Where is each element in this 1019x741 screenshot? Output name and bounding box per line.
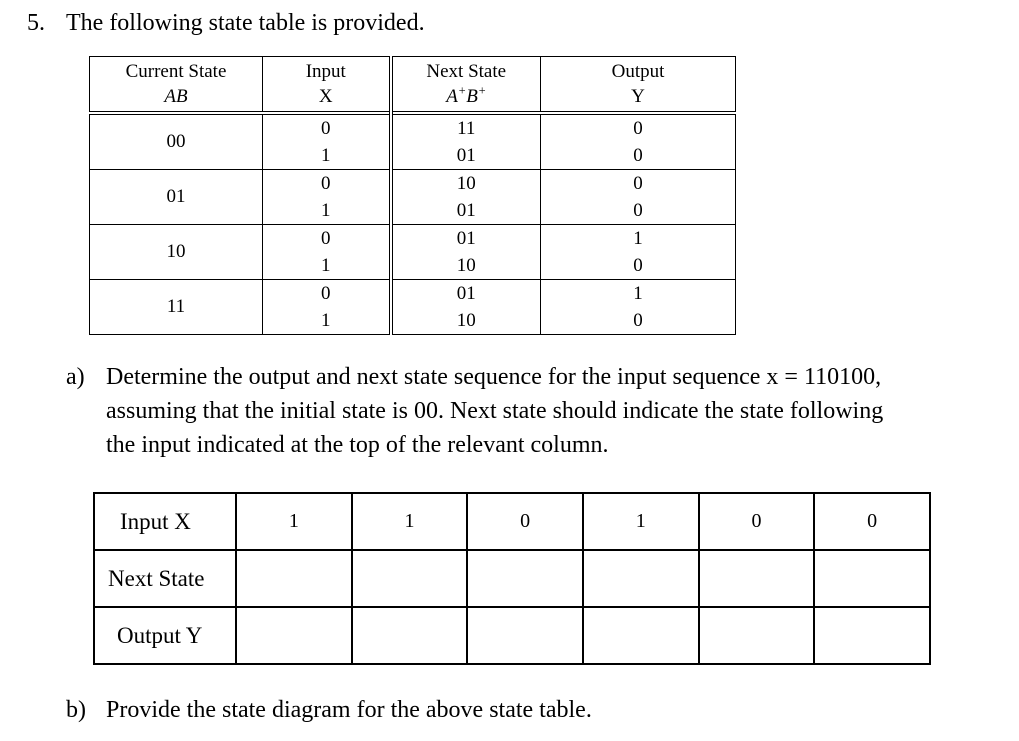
table-row: [90, 280, 736, 308]
output-answer-cell[interactable]: [699, 607, 815, 664]
next-state-answer-cell[interactable]: [352, 550, 468, 607]
output-cell: 0: [541, 113, 736, 142]
header-input-var: X: [318, 86, 333, 107]
question-number: 5.: [27, 10, 45, 36]
input-value-cell: 0: [814, 493, 930, 550]
next-state-cell: 11: [391, 113, 541, 142]
input-value-cell: 0: [699, 493, 815, 550]
input-cell: 1: [263, 252, 391, 280]
table-row: [90, 225, 736, 253]
output-answer-cell[interactable]: [467, 607, 583, 664]
output-cell: 1: [541, 225, 736, 253]
output-cell: 0: [541, 142, 736, 170]
sequence-next-state-row: [94, 550, 930, 607]
next-var-b: B: [466, 86, 478, 107]
next-state-cell: 01: [391, 197, 541, 225]
next-state-cell: 01: [391, 142, 541, 170]
next-state-answer-cell[interactable]: [467, 550, 583, 607]
input-value-cell: 1: [352, 493, 468, 550]
output-cell: 0: [541, 197, 736, 225]
output-cell: 1: [541, 280, 736, 308]
part-b-label: b): [66, 697, 86, 723]
sequence-output-row: [94, 607, 930, 664]
next-state-cell: 01: [391, 280, 541, 308]
part-a-line: assuming that the initial state is 00. Next state should indicate the state following: [106, 398, 884, 424]
output-answer-cell[interactable]: [236, 607, 352, 664]
table-row: [90, 113, 736, 142]
input-value-cell: 1: [236, 493, 352, 550]
input-cell: 0: [263, 113, 391, 142]
input-cell: 0: [263, 280, 391, 308]
part-b-text: Provide the state diagram for the above state table.: [106, 697, 592, 723]
output-answer-cell[interactable]: [583, 607, 699, 664]
next-state-answer-cell[interactable]: [583, 550, 699, 607]
header-input: [263, 57, 391, 114]
sequence-table: [93, 492, 931, 665]
input-cell: 0: [263, 170, 391, 198]
input-cell: 0: [263, 225, 391, 253]
next-state-cell: 10: [391, 170, 541, 198]
row-label-input-x: Input X: [94, 493, 236, 550]
sequence-input-row: [94, 493, 930, 550]
next-var-b-sup: +: [477, 83, 487, 98]
current-state-cell: 11: [90, 280, 263, 335]
current-state-cell: 10: [90, 225, 263, 280]
header-current-state-label: Current State: [125, 61, 227, 82]
row-label-output-y: Output Y: [94, 607, 236, 664]
header-current-state: [90, 57, 263, 114]
header-output-var: Y: [631, 86, 645, 107]
input-cell: 1: [263, 142, 391, 170]
header-next-state-vars: [393, 84, 541, 109]
question-text: The following state table is provided.: [66, 10, 425, 36]
input-cell: 1: [263, 307, 391, 335]
part-a-text: [106, 360, 986, 462]
next-state-cell: 01: [391, 225, 541, 253]
table-row: [90, 170, 736, 198]
next-state-answer-cell[interactable]: [236, 550, 352, 607]
output-answer-cell[interactable]: [814, 607, 930, 664]
output-cell: 0: [541, 307, 736, 335]
next-var-a-sup: +: [457, 83, 467, 98]
part-a-label: a): [66, 364, 85, 390]
current-state-cell: 00: [90, 113, 263, 170]
next-state-answer-cell[interactable]: [699, 550, 815, 607]
output-cell: 0: [541, 170, 736, 198]
output-answer-cell[interactable]: [352, 607, 468, 664]
header-next-state-label: Next State: [426, 61, 507, 82]
part-a-line: the input indicated at the top of the relevant column.: [106, 432, 609, 458]
input-value-cell: 1: [583, 493, 699, 550]
header-output-label: Output: [611, 61, 665, 82]
current-state-cell: 01: [90, 170, 263, 225]
output-cell: 0: [541, 252, 736, 280]
next-var-a: A: [446, 86, 458, 107]
next-state-cell: 10: [391, 307, 541, 335]
next-state-cell: 10: [391, 252, 541, 280]
header-next-state: [391, 57, 541, 114]
next-state-answer-cell[interactable]: [814, 550, 930, 607]
state-table-header-row: [90, 57, 736, 114]
header-current-state-vars: AB: [164, 86, 188, 107]
header-output: [541, 57, 736, 114]
state-table: [89, 56, 736, 335]
row-label-next-state: Next State: [94, 550, 236, 607]
part-a-line: Determine the output and next state sequence for the input sequence x = 110100,: [106, 364, 882, 390]
header-input-label: Input: [305, 61, 346, 82]
input-cell: 1: [263, 197, 391, 225]
input-value-cell: 0: [467, 493, 583, 550]
